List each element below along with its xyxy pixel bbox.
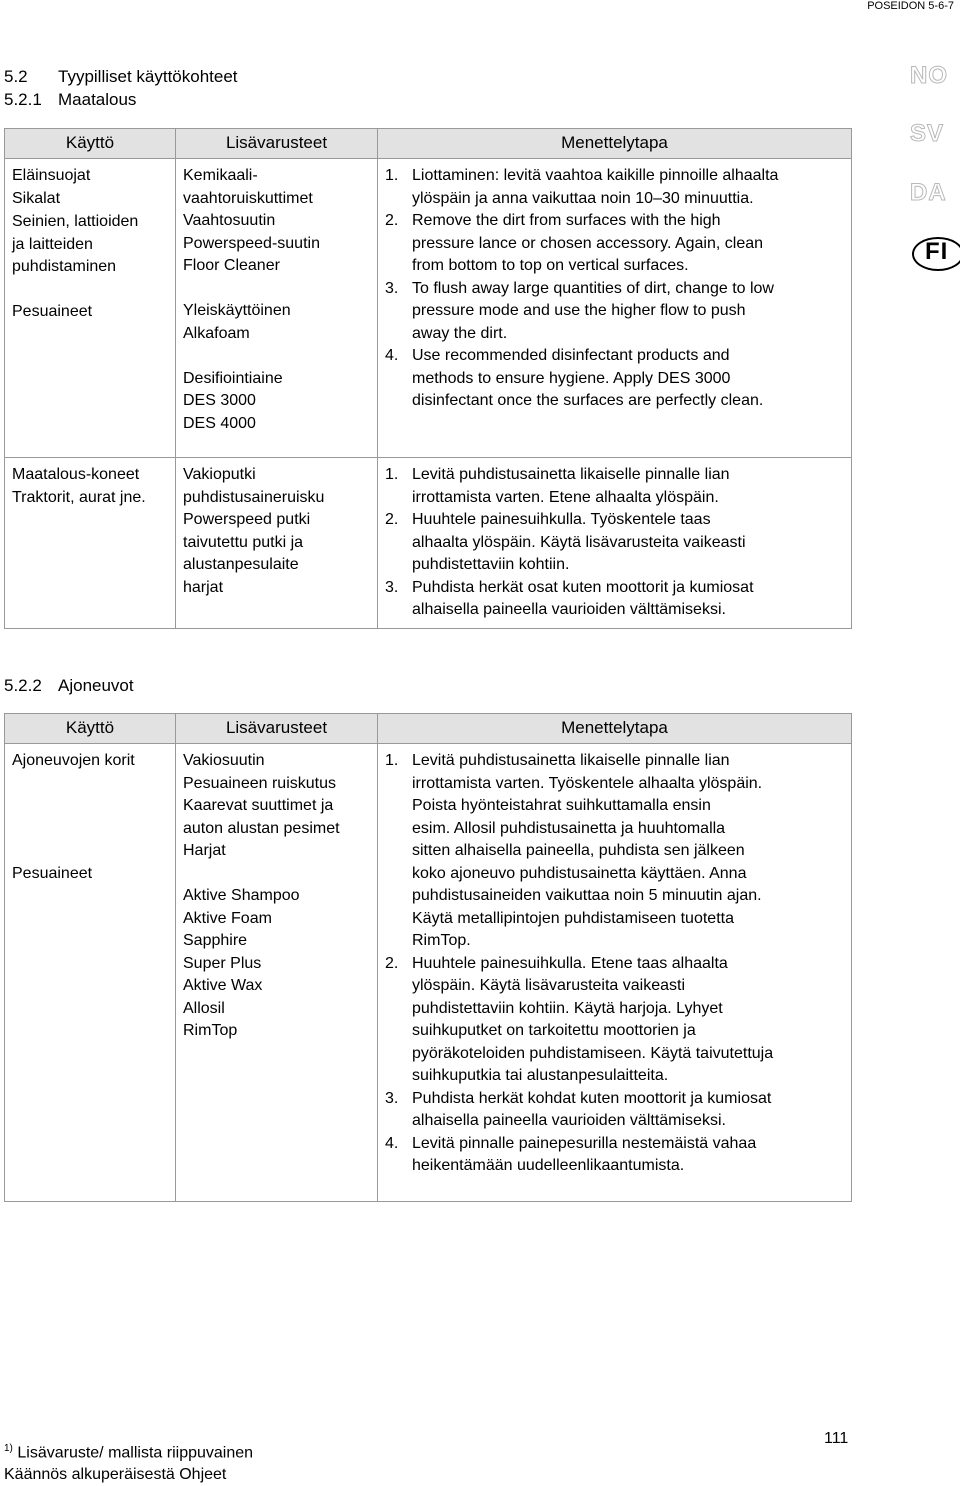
text-line: Alkafoam — [183, 324, 250, 342]
header-method: Menettelytapa — [378, 714, 852, 744]
text-line: Powerspeed putki — [183, 511, 311, 528]
text-line: Powerspeed-suutin — [183, 234, 320, 252]
method-cell — [378, 159, 852, 458]
step-item — [385, 1088, 845, 1133]
step-number: 4. — [385, 347, 399, 364]
text-line: Desifiointiaine — [183, 369, 283, 387]
step-line: Käytä metallipintojen puhdistamiseen tuotetta — [412, 909, 734, 927]
text-line: Maatalous-koneet — [12, 466, 140, 483]
lang-tab-no: NO — [910, 62, 948, 89]
text-block — [183, 300, 371, 345]
group-gap — [12, 773, 169, 863]
step-number: 3. — [385, 1089, 399, 1107]
step-line: disinfectant once the surfaces are perfectly clean. — [412, 392, 764, 409]
step-line: Puhdista herkät kohdat kuten moottorit ja kumiosat — [412, 1089, 772, 1107]
step-line: from bottom to top on vertical surfaces. — [412, 257, 689, 274]
page-number: 111 — [824, 1430, 849, 1447]
header-accessories: Lisävarusteet — [176, 714, 378, 744]
text-line: Floor Cleaner — [183, 257, 280, 274]
lang-tab-da: DA — [910, 179, 947, 206]
text-line: Eläinsuojat — [12, 167, 91, 184]
step-number: 2. — [385, 212, 399, 229]
step-line: Huuhtele painesuihkulla. Etene taas alhaalta — [412, 954, 728, 972]
text-line: Vaahtosuutin — [183, 212, 276, 229]
document-code: POSEIDON 5-6-7 — [867, 0, 954, 12]
text-line: Yleiskäyttöinen — [183, 302, 291, 319]
table-header-row — [5, 714, 852, 744]
text-line: DES 4000 — [183, 414, 256, 432]
step-line: Poista hyönteistahrat suihkuttamalla ensin — [412, 797, 711, 814]
text-line: Aktive Wax — [183, 977, 263, 994]
text-line: Pesuaineet — [12, 303, 93, 321]
text-block — [12, 211, 169, 279]
step-line: koko ajoneuvo puhdistusainetta käyttäen. Anna — [412, 864, 747, 882]
footnote-text: Lisävaruste/ mallista riippuvainen — [17, 1444, 254, 1462]
step-item — [385, 509, 845, 577]
text-line: Harjat — [183, 842, 226, 859]
step-line: alhaisella paineella vaurioiden välttämiseksi. — [412, 1112, 726, 1129]
use-cell — [5, 458, 176, 629]
text-line: vaahtoruiskuttimet — [183, 189, 313, 207]
use-cell — [5, 744, 176, 1202]
step-line: alhaalta ylöspäin. Käytä lisävarusteita vaikeasti — [412, 533, 746, 551]
text-block — [12, 301, 169, 324]
text-line: Vakioputki — [183, 466, 256, 483]
text-line: Aktive Shampoo — [183, 887, 300, 904]
footnote — [4, 1438, 253, 1486]
text-line: Kaarevat suuttimet ja — [183, 797, 334, 814]
translation-note: Käännös alkuperäisestä Ohjeet — [4, 1466, 227, 1484]
step-line: Levitä pinnalle painepesurilla nestemäistä vahaa — [412, 1134, 757, 1152]
group-gap — [12, 279, 169, 302]
text-line: Pesuaineet — [12, 864, 93, 882]
text-block — [12, 165, 169, 210]
header-use: Käyttö — [5, 714, 176, 744]
text-block — [12, 750, 169, 773]
text-line: Super Plus — [183, 954, 262, 972]
step-number: 2. — [385, 511, 399, 528]
text-line: Sikalat — [12, 189, 61, 207]
step-line: pressure lance or chosen accessory. Again, clean — [412, 234, 764, 252]
step-number: 3. — [385, 279, 399, 297]
step-line: ylöspäin ja anna vaikuttaa noin 10–30 minuuttia. — [412, 189, 754, 207]
text-line: Sapphire — [183, 932, 248, 949]
text-line: auton alustan pesimet — [183, 819, 340, 837]
text-block — [12, 464, 169, 509]
step-line: irrottamista varten. Työskentele alhaalta ylöspäin. — [412, 774, 763, 792]
step-item — [385, 165, 845, 210]
subsection-title: 5.2.1 Maatalous — [4, 90, 137, 109]
text-line: DES 3000 — [183, 392, 256, 409]
vehicles-table — [4, 713, 852, 1202]
header-use: Käyttö — [5, 129, 176, 159]
step-line: Remove the dirt from surfaces with the high — [412, 212, 721, 229]
subsection-title: 5.2.2 Ajoneuvot — [4, 676, 134, 695]
table-row — [5, 458, 852, 629]
text-line: taivutettu putki ja — [183, 533, 304, 551]
text-line: Traktorit, aurat jne. — [12, 488, 146, 506]
step-line: away the dirt. — [412, 324, 508, 342]
lang-tab-fi: FI — [925, 238, 949, 265]
step-line: suihkuputket on tarkoitettu moottorien ja — [412, 1022, 696, 1039]
text-block — [183, 885, 371, 1043]
table-header-row — [5, 129, 852, 159]
agriculture-table — [4, 128, 852, 629]
step-line: Levitä puhdistusainetta likaiselle pinnalle lian — [412, 466, 730, 483]
accessories-cell — [176, 744, 378, 1202]
text-line: puhdistaminen — [12, 258, 117, 276]
text-block — [183, 368, 371, 436]
section-title: 5.2 Tyypilliset käyttökohteet — [4, 67, 238, 86]
step-line: heikentämään uudelleenlikaantumista. — [412, 1157, 685, 1174]
method-cell — [378, 744, 852, 1202]
steps-list — [385, 464, 845, 622]
text-line: Ajoneuvojen korit — [12, 752, 135, 769]
accessories-cell — [176, 458, 378, 629]
method-cell — [378, 458, 852, 629]
step-line: Liottaminen: levitä vaahtoa kaikille pinnoille alhaalta — [412, 167, 779, 184]
step-line: To flush away large quantities of dirt, change to low — [412, 279, 774, 297]
text-block — [183, 750, 371, 863]
step-line: puhdistettaviin kohtiin. Käytä harjoja. Lyhyet — [412, 999, 723, 1017]
footnote-mark: 1) — [4, 1443, 13, 1454]
step-item — [385, 1133, 845, 1178]
step-line: pressure mode and use the higher flow to push — [412, 302, 746, 319]
step-item — [385, 210, 845, 278]
steps-list — [385, 750, 845, 1178]
text-line: alustanpesulaite — [183, 556, 299, 573]
step-line: Huuhtele painesuihkulla. Työskentele taas — [412, 511, 711, 528]
header-method: Menettelytapa — [378, 129, 852, 159]
text-line: Seinien, lattioiden — [12, 213, 139, 231]
step-line: pyöräkoteloiden puhdistamiseen. Käytä taivutettuja — [412, 1044, 774, 1062]
step-item — [385, 577, 845, 622]
step-line: Levitä puhdistusainetta likaiselle pinnalle lian — [412, 752, 730, 769]
step-line: irrottamista varten. Etene alhaalta ylöspäin. — [412, 488, 719, 506]
step-item — [385, 953, 845, 1088]
use-cell — [5, 159, 176, 458]
text-line: Allosil — [183, 999, 225, 1017]
lang-tab-sv: SV — [910, 120, 945, 147]
step-line: RimTop. — [412, 932, 471, 949]
group-gap — [183, 345, 371, 368]
step-number: 1. — [385, 167, 399, 184]
text-line: harjat — [183, 578, 224, 596]
step-item — [385, 345, 845, 413]
step-line: suihkuputkia tai alustanpesulaitteita. — [412, 1067, 669, 1084]
step-line: Use recommended disinfectant products and — [412, 347, 730, 364]
step-number: 3. — [385, 578, 399, 596]
step-number: 1. — [385, 466, 399, 483]
step-line: ylöspäin. Käytä lisävarusteita vaikeasti — [412, 977, 686, 994]
step-line: Puhdista herkät osat kuten moottorit ja kumiosat — [412, 578, 754, 596]
text-block — [12, 863, 169, 886]
step-line: alhaisella paineella vaurioiden välttämiseksi. — [412, 601, 726, 618]
step-item — [385, 464, 845, 509]
header-accessories: Lisävarusteet — [176, 129, 378, 159]
step-line: sitten alhaisella paineella, puhdista sen jälkeen — [412, 842, 745, 859]
accessories-cell — [176, 159, 378, 458]
step-item — [385, 750, 845, 953]
step-line: puhdistettaviin kohtiin. — [412, 556, 570, 573]
text-line: Kemikaali- — [183, 167, 258, 184]
text-line: puhdistusaineruisku — [183, 488, 325, 506]
text-line: Aktive Foam — [183, 909, 272, 927]
text-block — [183, 165, 371, 278]
step-number: 2. — [385, 954, 399, 972]
group-gap — [183, 278, 371, 301]
group-gap — [183, 863, 371, 886]
text-line: Pesuaineen ruiskutus — [183, 774, 336, 792]
step-line: puhdistusaineiden vaikuttaa noin 5 minuutin ajan. — [412, 887, 762, 904]
table-row — [5, 744, 852, 1202]
step-number: 1. — [385, 752, 399, 769]
text-block — [183, 464, 371, 599]
step-number: 4. — [385, 1134, 399, 1152]
steps-list — [385, 165, 845, 413]
text-line: RimTop — [183, 1022, 238, 1039]
table-row — [5, 159, 852, 458]
step-line: methods to ensure hygiene. Apply DES 3000 — [412, 369, 731, 387]
step-item — [385, 278, 845, 346]
text-line: ja laitteiden — [12, 235, 93, 253]
text-line: Vakiosuutin — [183, 752, 265, 769]
step-line: esim. Allosil puhdistusainetta ja huuhtomalla — [412, 819, 726, 837]
